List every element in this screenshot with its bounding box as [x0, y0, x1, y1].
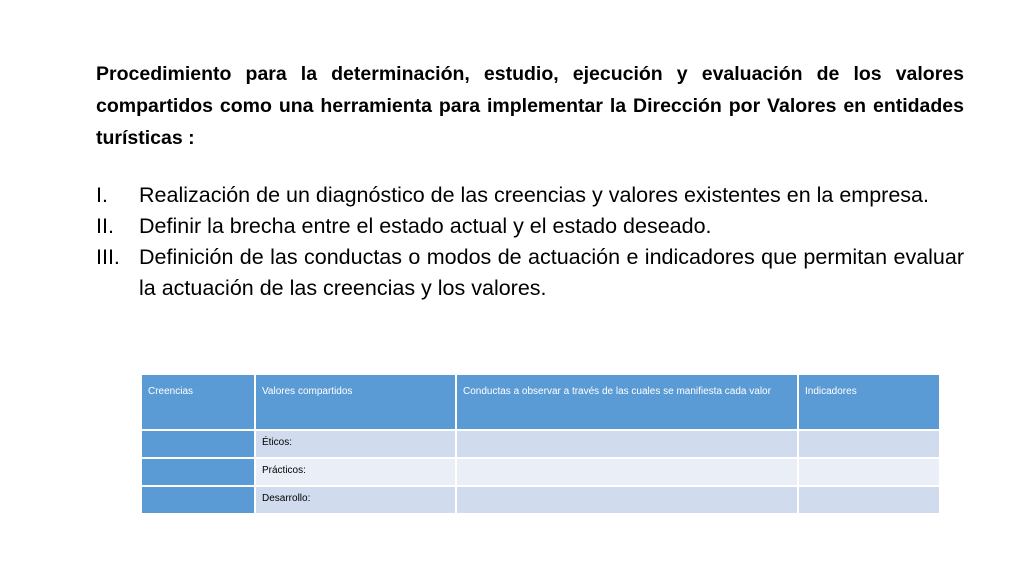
procedure-steps-list [96, 180, 964, 304]
header-valores-compartidos: Valores compartidos [256, 375, 455, 429]
table-cell-indicadores [799, 487, 939, 513]
header-indicadores: Indicadores [799, 375, 939, 429]
table-cell-creencias [142, 459, 254, 485]
step-number: III. [96, 245, 120, 269]
table-cell-creencias [142, 487, 254, 513]
header-conductas: Conductas a observar a través de las cuales se manifiesta cada valor [457, 375, 797, 429]
table-cell-conductas [457, 459, 797, 485]
table-header-row [142, 375, 939, 429]
step-text: Definición de las conductas o modos de actuación e indicadores que permitan evaluar la actuación de las creencias y los valores. [139, 245, 964, 300]
table-cell-indicadores [799, 459, 939, 485]
step-text: Definir la brecha entre el estado actual y el estado deseado. [139, 214, 712, 238]
table-cell-valor: Prácticos: [256, 459, 455, 485]
table-row [142, 487, 939, 513]
table-cell-conductas [457, 487, 797, 513]
table-cell-conductas [457, 431, 797, 457]
step-text: Realización de un diagnóstico de las creencias y valores existentes en la empresa. [139, 183, 929, 207]
step-item [96, 211, 964, 242]
header-creencias: Creencias [142, 375, 254, 429]
step-number: I. [96, 183, 108, 207]
table-cell-valor: Desarrollo: [256, 487, 455, 513]
slide-heading: Procedimiento para la determinación, estudio, ejecución y evaluación de los valores compartidos como una herramienta para implementar la Dirección por Valores en entidades turísticas : [96, 63, 964, 149]
step-number: II. [96, 214, 114, 238]
table-cell-valor: Éticos: [256, 431, 455, 457]
step-item [96, 242, 964, 304]
table-cell-indicadores [799, 431, 939, 457]
values-table [140, 373, 941, 515]
step-item [96, 180, 964, 211]
table-cell-creencias [142, 431, 254, 457]
table-row [142, 431, 939, 457]
table-row [142, 459, 939, 485]
